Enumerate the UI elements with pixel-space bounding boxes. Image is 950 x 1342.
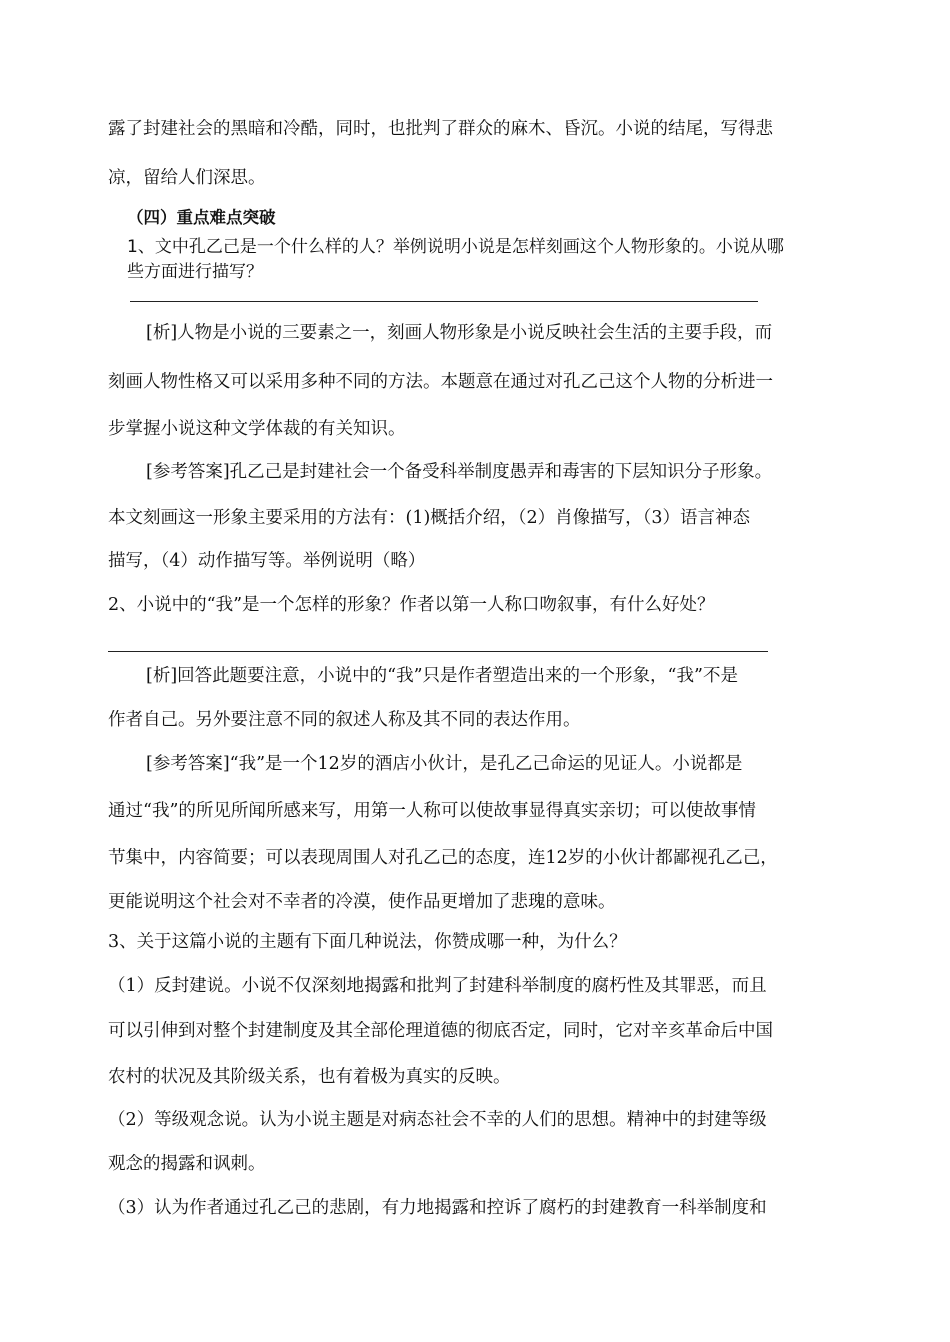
answer-blank-line xyxy=(108,651,768,652)
option-line: 可以引伸到对整个封建制度及其全部伦理道德的彻底否定，同时，它对辛亥革命后中国 xyxy=(108,1021,773,1041)
answer-line: 节集中，内容简要；可以表现周围人对孔乙己的态度，连12岁的小伙计都鄙视孔乙己， xyxy=(108,848,778,868)
answer-line: 更能说明这个社会对不幸者的冷漠，使作品更增加了悲瑰的意味。 xyxy=(108,892,616,912)
answer-line: 本文刻画这一形象主要采用的方法有：(1)概括介绍，（2）肖像描写，（3）语言神态 xyxy=(108,508,751,528)
analysis-line: [析]人物是小说的三要素之一，刻画人物形象是小说反映社会生活的主要手段，而 xyxy=(146,323,773,343)
option-line: （2）等级观念说。认为小说主题是对病态社会不幸的人们的思想。精神中的封建等级 xyxy=(108,1110,767,1130)
question-2-line: 2、小说中的“我”是一个怎样的形象？作者以第一人称口吻叙事，有什么好处？ xyxy=(108,595,715,615)
question-1-line: 1、文中孔乙己是一个什么样的人？举例说明小说是怎样刻画这个人物形象的。小说从哪 xyxy=(127,237,784,257)
option-line: 观念的揭露和讽刺。 xyxy=(108,1154,266,1174)
question-1-line: 些方面进行描写？ xyxy=(127,262,263,282)
analysis-line: [析]回答此题要注意，小说中的“我”只是作者塑造出来的一个形象，“我”不是 xyxy=(146,666,738,686)
section-heading: （四）重点难点突破 xyxy=(127,208,276,227)
analysis-line: 作者自己。另外要注意不同的叙述人称及其不同的表达作用。 xyxy=(108,710,581,730)
paragraph-line: 露了封建社会的黑暗和冷酷，同时，也批判了群众的麻木、昏沉。小说的结尾，写得悲 xyxy=(108,119,773,139)
option-line: （1）反封建说。小说不仅深刻地揭露和批判了封建科举制度的腐朽性及其罪恶，而且 xyxy=(108,976,767,996)
answer-line: [参考答案]孔乙己是封建社会一个备受科举制度愚弄和毒害的下层知识分子形象。 xyxy=(146,462,773,482)
option-line: 农村的状况及其阶级关系，也有着极为真实的反映。 xyxy=(108,1067,511,1087)
question-3-line: 3、关于这篇小说的主题有下面几种说法，你赞成哪一种，为什么？ xyxy=(108,932,627,952)
analysis-line: 刻画人物性格又可以采用多种不同的方法。本题意在通过对孔乙己这个人物的分析进一 xyxy=(108,372,773,392)
answer-blank-line xyxy=(130,301,758,302)
option-line: （3）认为作者通过孔乙己的悲剧，有力地揭露和控诉了腐朽的封建教育一科举制度和 xyxy=(108,1198,767,1218)
answer-line: 通过“我”的所见所闻所感来写，用第一人称可以使故事显得真实亲切；可以使故事情 xyxy=(108,801,756,821)
paragraph-line: 凉，留给人们深思。 xyxy=(108,168,266,188)
answer-line: [参考答案]“我”是一个12岁的酒店小伙计，是孔乙己命运的见证人。小说都是 xyxy=(146,754,743,774)
answer-line: 描写，（4）动作描写等。举例说明（略） xyxy=(108,551,426,571)
analysis-line: 步掌握小说这种文学体裁的有关知识。 xyxy=(108,419,406,439)
